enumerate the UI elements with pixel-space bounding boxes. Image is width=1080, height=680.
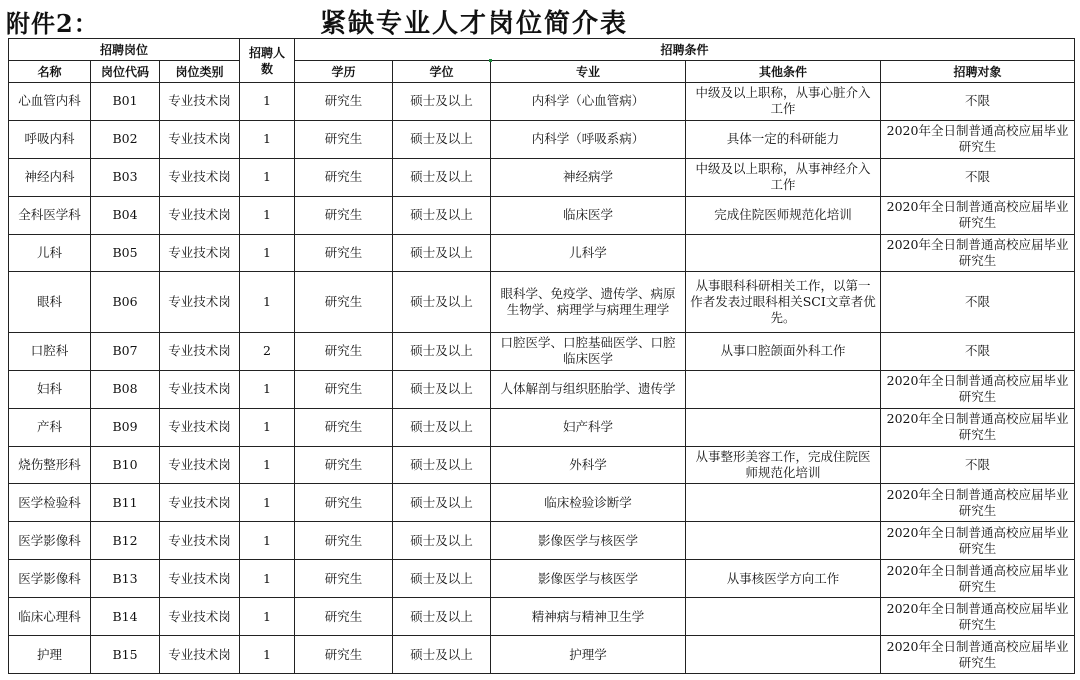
cell-count: 1 xyxy=(240,408,295,446)
table-row xyxy=(9,522,1075,560)
header-target: 招聘对象 xyxy=(881,61,1075,83)
cell-other: 中级及以上职称，从事神经介入工作 xyxy=(686,158,881,196)
cell-code: B10 xyxy=(91,446,160,484)
cell-code: B11 xyxy=(91,484,160,522)
cell-count: 2 xyxy=(240,332,295,370)
cell-major: 影像医学与核医学 xyxy=(491,522,686,560)
table-body xyxy=(9,83,1075,674)
cell-type: 专业技术岗 xyxy=(160,522,240,560)
cell-education: 研究生 xyxy=(295,158,393,196)
table-row xyxy=(9,484,1075,522)
cell-major: 内科学（呼吸系病） xyxy=(491,120,686,158)
cell-marker xyxy=(489,59,492,62)
cell-name: 神经内科 xyxy=(9,158,91,196)
cell-name: 医学检验科 xyxy=(9,484,91,522)
cell-code: B02 xyxy=(91,120,160,158)
cell-other: 从事口腔颌面外科工作 xyxy=(686,332,881,370)
cell-count: 1 xyxy=(240,560,295,598)
cell-education: 研究生 xyxy=(295,83,393,121)
cell-target: 2020年全日制普通高校应届毕业研究生 xyxy=(881,522,1075,560)
cell-code: B03 xyxy=(91,158,160,196)
cell-major: 外科学 xyxy=(491,446,686,484)
cell-type: 专业技术岗 xyxy=(160,272,240,332)
cell-type: 专业技术岗 xyxy=(160,408,240,446)
table-row xyxy=(9,560,1075,598)
cell-type: 专业技术岗 xyxy=(160,196,240,234)
header-recruit-post: 招聘岗位 xyxy=(9,39,240,61)
table-row xyxy=(9,446,1075,484)
cell-name: 护理 xyxy=(9,636,91,674)
cell-major: 眼科学、免疫学、遗传学、病原生物学、病理学与病理生理学 xyxy=(491,272,686,332)
cell-code: B09 xyxy=(91,408,160,446)
cell-major: 口腔医学、口腔基础医学、口腔临床医学 xyxy=(491,332,686,370)
cell-type: 专业技术岗 xyxy=(160,598,240,636)
cell-code: B05 xyxy=(91,234,160,272)
cell-education: 研究生 xyxy=(295,272,393,332)
cell-major: 妇产科学 xyxy=(491,408,686,446)
cell-degree: 硕士及以上 xyxy=(393,272,491,332)
cell-degree: 硕士及以上 xyxy=(393,120,491,158)
cell-name: 医学影像科 xyxy=(9,560,91,598)
cell-target: 不限 xyxy=(881,332,1075,370)
cell-other xyxy=(686,484,881,522)
table-row xyxy=(9,158,1075,196)
cell-count: 1 xyxy=(240,370,295,408)
cell-major: 神经病学 xyxy=(491,158,686,196)
cell-degree: 硕士及以上 xyxy=(393,196,491,234)
cell-target: 2020年全日制普通高校应届毕业研究生 xyxy=(881,234,1075,272)
cell-degree: 硕士及以上 xyxy=(393,636,491,674)
cell-degree: 硕士及以上 xyxy=(393,234,491,272)
table-row xyxy=(9,636,1075,674)
cell-degree: 硕士及以上 xyxy=(393,484,491,522)
cell-type: 专业技术岗 xyxy=(160,332,240,370)
cell-code: B08 xyxy=(91,370,160,408)
cell-major: 人体解剖与组织胚胎学、遗传学 xyxy=(491,370,686,408)
cell-education: 研究生 xyxy=(295,332,393,370)
cell-degree: 硕士及以上 xyxy=(393,522,491,560)
cell-target: 2020年全日制普通高校应届毕业研究生 xyxy=(881,408,1075,446)
table-row xyxy=(9,196,1075,234)
cell-type: 专业技术岗 xyxy=(160,484,240,522)
cell-count: 1 xyxy=(240,522,295,560)
cell-target: 不限 xyxy=(881,272,1075,332)
cell-count: 1 xyxy=(240,598,295,636)
cell-education: 研究生 xyxy=(295,598,393,636)
cell-degree: 硕士及以上 xyxy=(393,332,491,370)
cell-target: 2020年全日制普通高校应届毕业研究生 xyxy=(881,196,1075,234)
cell-code: B13 xyxy=(91,560,160,598)
cell-name: 心血管内科 xyxy=(9,83,91,121)
cell-name: 妇科 xyxy=(9,370,91,408)
table-row xyxy=(9,272,1075,332)
cell-degree: 硕士及以上 xyxy=(393,158,491,196)
cell-type: 专业技术岗 xyxy=(160,560,240,598)
cell-degree: 硕士及以上 xyxy=(393,370,491,408)
cell-count: 1 xyxy=(240,158,295,196)
cell-major: 内科学（心血管病） xyxy=(491,83,686,121)
cell-name: 全科医学科 xyxy=(9,196,91,234)
cell-education: 研究生 xyxy=(295,522,393,560)
cell-target: 不限 xyxy=(881,446,1075,484)
header-major: 专业 xyxy=(491,61,686,83)
cell-count: 1 xyxy=(240,636,295,674)
header-name: 名称 xyxy=(9,61,91,83)
cell-other: 从事整形美容工作，完成住院医师规范化培训 xyxy=(686,446,881,484)
cell-degree: 硕士及以上 xyxy=(393,408,491,446)
cell-other: 从事核医学方向工作 xyxy=(686,560,881,598)
cell-type: 专业技术岗 xyxy=(160,83,240,121)
cell-degree: 硕士及以上 xyxy=(393,446,491,484)
cell-code: B04 xyxy=(91,196,160,234)
cell-count: 1 xyxy=(240,83,295,121)
cell-name: 口腔科 xyxy=(9,332,91,370)
header-type: 岗位类别 xyxy=(160,61,240,83)
cell-type: 专业技术岗 xyxy=(160,636,240,674)
cell-major: 护理学 xyxy=(491,636,686,674)
cell-degree: 硕士及以上 xyxy=(393,560,491,598)
cell-other: 完成住院医师规范化培训 xyxy=(686,196,881,234)
cell-education: 研究生 xyxy=(295,196,393,234)
page-title: 紧缺专业人才岗位简介表 xyxy=(320,9,629,39)
cell-education: 研究生 xyxy=(295,560,393,598)
cell-target: 2020年全日制普通高校应届毕业研究生 xyxy=(881,598,1075,636)
cell-code: B15 xyxy=(91,636,160,674)
table-row xyxy=(9,408,1075,446)
cell-other xyxy=(686,370,881,408)
cell-code: B06 xyxy=(91,272,160,332)
cell-other xyxy=(686,636,881,674)
cell-code: B01 xyxy=(91,83,160,121)
cell-name: 产科 xyxy=(9,408,91,446)
header-degree: 学位 xyxy=(393,61,491,83)
cell-type: 专业技术岗 xyxy=(160,120,240,158)
cell-major: 精神病与精神卫生学 xyxy=(491,598,686,636)
cell-education: 研究生 xyxy=(295,370,393,408)
cell-other xyxy=(686,522,881,560)
cell-other xyxy=(686,234,881,272)
cell-type: 专业技术岗 xyxy=(160,370,240,408)
cell-count: 1 xyxy=(240,196,295,234)
cell-count: 1 xyxy=(240,120,295,158)
cell-count: 1 xyxy=(240,272,295,332)
cell-name: 呼吸内科 xyxy=(9,120,91,158)
cell-education: 研究生 xyxy=(295,636,393,674)
cell-target: 2020年全日制普通高校应届毕业研究生 xyxy=(881,560,1075,598)
cell-name: 儿科 xyxy=(9,234,91,272)
cell-code: B14 xyxy=(91,598,160,636)
attachment-label: 附件2： xyxy=(6,9,99,38)
cell-education: 研究生 xyxy=(295,120,393,158)
header-recruit-conditions: 招聘条件 xyxy=(295,39,1075,61)
table-row xyxy=(9,234,1075,272)
cell-other: 从事眼科科研相关工作，以第一作者发表过眼科相关SCI文章者优先。 xyxy=(686,272,881,332)
cell-other: 具体一定的科研能力 xyxy=(686,120,881,158)
cell-target: 2020年全日制普通高校应届毕业研究生 xyxy=(881,484,1075,522)
cell-other: 中级及以上职称，从事心脏介入工作 xyxy=(686,83,881,121)
cell-code: B12 xyxy=(91,522,160,560)
header-count: 招聘人数 xyxy=(240,39,295,83)
cell-type: 专业技术岗 xyxy=(160,446,240,484)
cell-education: 研究生 xyxy=(295,234,393,272)
header-education: 学历 xyxy=(295,61,393,83)
cell-major: 临床医学 xyxy=(491,196,686,234)
cell-education: 研究生 xyxy=(295,484,393,522)
header-other: 其他条件 xyxy=(686,61,881,83)
cell-target: 2020年全日制普通高校应届毕业研究生 xyxy=(881,636,1075,674)
cell-major: 临床检验诊断学 xyxy=(491,484,686,522)
cell-type: 专业技术岗 xyxy=(160,158,240,196)
cell-name: 医学影像科 xyxy=(9,522,91,560)
cell-target: 不限 xyxy=(881,83,1075,121)
table-row xyxy=(9,598,1075,636)
cell-name: 临床心理科 xyxy=(9,598,91,636)
table-row xyxy=(9,332,1075,370)
cell-major: 影像医学与核医学 xyxy=(491,560,686,598)
table-row xyxy=(9,83,1075,121)
cell-degree: 硕士及以上 xyxy=(393,83,491,121)
cell-education: 研究生 xyxy=(295,446,393,484)
cell-target: 不限 xyxy=(881,158,1075,196)
cell-name: 眼科 xyxy=(9,272,91,332)
cell-type: 专业技术岗 xyxy=(160,234,240,272)
cell-count: 1 xyxy=(240,446,295,484)
table-row xyxy=(9,370,1075,408)
positions-table xyxy=(8,38,1075,674)
cell-other xyxy=(686,408,881,446)
cell-other xyxy=(686,598,881,636)
cell-count: 1 xyxy=(240,484,295,522)
cell-target: 2020年全日制普通高校应届毕业研究生 xyxy=(881,120,1075,158)
header-code: 岗位代码 xyxy=(91,61,160,83)
cell-degree: 硕士及以上 xyxy=(393,598,491,636)
cell-count: 1 xyxy=(240,234,295,272)
cell-code: B07 xyxy=(91,332,160,370)
cell-name: 烧伤整形科 xyxy=(9,446,91,484)
cell-target: 2020年全日制普通高校应届毕业研究生 xyxy=(881,370,1075,408)
cell-major: 儿科学 xyxy=(491,234,686,272)
title-bar xyxy=(0,0,1080,40)
table-row xyxy=(9,120,1075,158)
cell-education: 研究生 xyxy=(295,408,393,446)
